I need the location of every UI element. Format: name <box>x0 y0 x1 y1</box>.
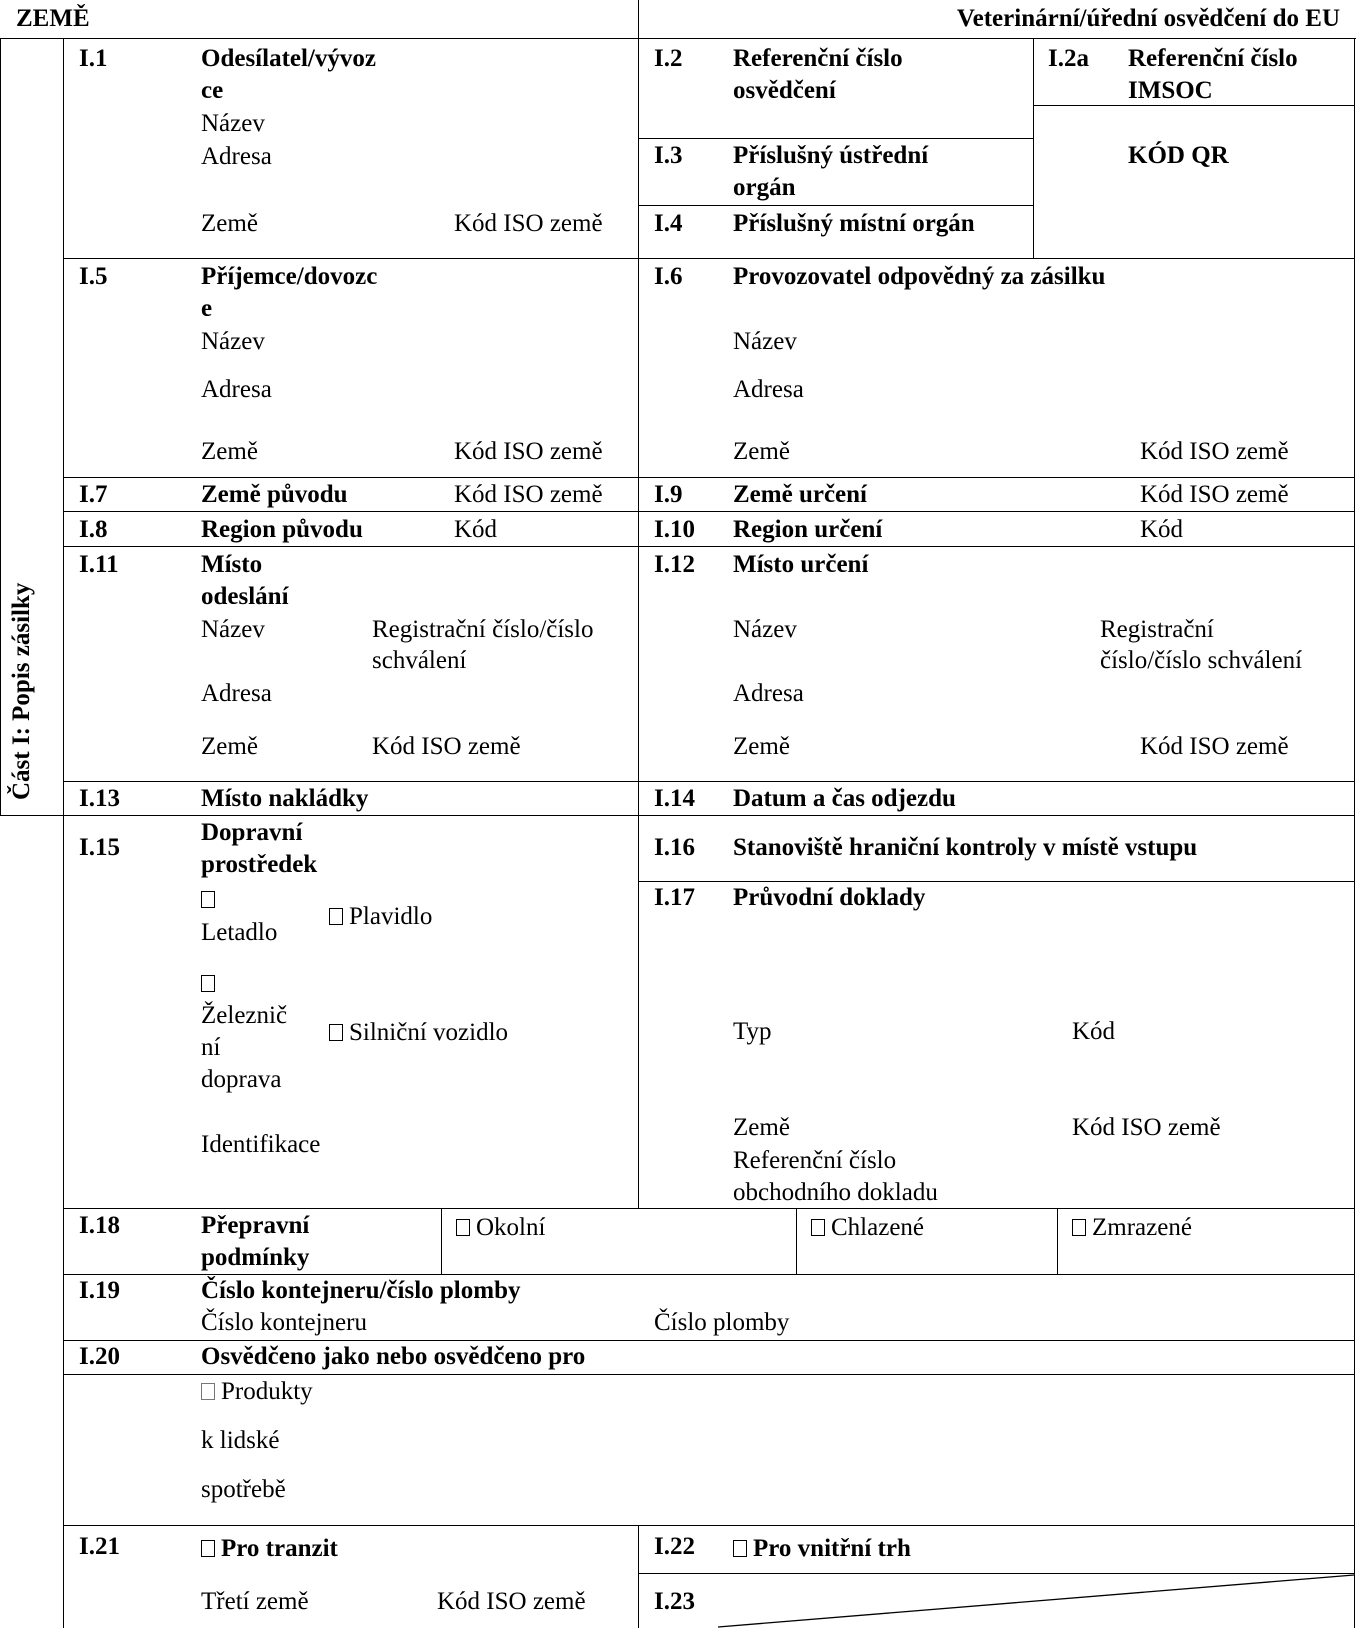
i4-number: I.4 <box>654 210 683 237</box>
i6-iso-field[interactable]: Kód ISO země <box>1140 438 1289 465</box>
seal-number-field[interactable]: Číslo plomby <box>654 1309 790 1336</box>
i8-title: Region původu <box>201 516 363 543</box>
i18-title-line1: Přepravní <box>201 1212 310 1239</box>
i5-title-line1: Příjemce/dovozc <box>201 263 378 290</box>
human-consumption-line1: Produkty <box>221 1378 313 1405</box>
ambient-option[interactable] <box>456 1212 545 1243</box>
i10-number: I.10 <box>654 516 695 543</box>
i6-address-field[interactable]: Adresa <box>733 376 804 403</box>
i7-title: Země původu <box>201 481 348 508</box>
qr-code-label: KÓD QR <box>1128 142 1229 169</box>
i13-title: Místo nakládky <box>201 785 369 812</box>
i10-title: Region určení <box>733 516 883 543</box>
i2a-number: I.2a <box>1048 45 1089 72</box>
i17-iso-field[interactable]: Kód ISO země <box>1072 1114 1221 1141</box>
i4-title: Příslušný místní orgán <box>733 210 975 237</box>
chilled-label: Chlazené <box>831 1214 925 1241</box>
i11-address-field[interactable]: Adresa <box>201 680 272 707</box>
checkbox-icon <box>201 1540 215 1557</box>
i5-iso-field[interactable]: Kód ISO země <box>454 438 603 465</box>
i16-number: I.16 <box>654 834 695 861</box>
i7-number: I.7 <box>79 481 108 508</box>
i12-name-field[interactable]: Název <box>733 616 797 643</box>
i18-title-line2: podmínky <box>201 1244 310 1271</box>
i12-registration-line2[interactable]: číslo/číslo schválení <box>1100 647 1303 674</box>
container-number-field[interactable]: Číslo kontejneru <box>201 1309 367 1336</box>
i20-number: I.20 <box>79 1343 120 1370</box>
checkbox-icon <box>201 891 215 908</box>
i12-title: Místo určení <box>733 551 869 578</box>
checkbox-icon <box>1072 1219 1086 1236</box>
i15-number: I.15 <box>79 834 120 861</box>
i12-country-field[interactable]: Země <box>733 733 790 760</box>
i1-title-line2: ce <box>201 77 224 104</box>
i19-number: I.19 <box>79 1277 120 1304</box>
checkbox-icon <box>811 1219 825 1236</box>
i11-name-field[interactable]: Název <box>201 616 265 643</box>
i5-title-line2: e <box>201 295 213 322</box>
i1-title-line1: Odesílatel/vývoz <box>201 45 376 72</box>
i14-number: I.14 <box>654 785 695 812</box>
vessel-option[interactable] <box>329 901 432 932</box>
i16-title: Stanoviště hraniční kontroly v místě vstupu <box>733 834 1198 861</box>
i17-code-field[interactable]: Kód <box>1072 1018 1116 1045</box>
i13-number: I.13 <box>79 785 120 812</box>
internal-market-option[interactable] <box>733 1533 911 1564</box>
i21-third-country-field[interactable]: Třetí země <box>201 1588 309 1615</box>
checkbox-icon <box>456 1219 470 1236</box>
i11-country-field[interactable]: Země <box>201 733 258 760</box>
i11-number: I.11 <box>79 551 119 578</box>
human-consumption-line3: spotřebě <box>201 1476 286 1503</box>
frozen-label: Zmrazené <box>1092 1214 1192 1241</box>
checkbox-icon <box>201 975 215 992</box>
rail-checkbox[interactable] <box>201 968 221 999</box>
i9-title: Země určení <box>733 481 867 508</box>
i6-title: Provozovatel odpovědný za zásilku <box>733 263 1106 290</box>
i2-title-line1: Referenční číslo <box>733 45 903 72</box>
i5-number: I.5 <box>79 263 108 290</box>
i1-number: I.1 <box>79 45 108 72</box>
aircraft-label: Letadlo <box>201 919 278 946</box>
rail-label-line3: doprava <box>201 1066 282 1093</box>
i10-code-field[interactable]: Kód <box>1140 516 1184 543</box>
chilled-option[interactable] <box>811 1212 924 1243</box>
frozen-option[interactable] <box>1072 1212 1192 1243</box>
i15-title-line2: prostředek <box>201 851 318 878</box>
i7-iso-field[interactable]: Kód ISO země <box>454 481 603 508</box>
transit-label: Pro tranzit <box>221 1535 338 1562</box>
i5-country-field[interactable]: Země <box>201 438 258 465</box>
i11-title-line2: odeslání <box>201 583 289 610</box>
i15-identification-field[interactable]: Identifikace <box>201 1131 321 1158</box>
i3-title-line1: Příslušný ústřední <box>733 142 929 169</box>
rail-label-line2: ní <box>201 1034 221 1061</box>
checkbox-icon <box>733 1540 747 1557</box>
i11-registration-line1[interactable]: Registrační číslo/číslo <box>372 616 594 643</box>
i14-title: Datum a čas odjezdu <box>733 785 956 812</box>
i5-address-field[interactable]: Adresa <box>201 376 272 403</box>
aircraft-checkbox[interactable] <box>201 884 221 915</box>
i8-number: I.8 <box>79 516 108 543</box>
certificate-title: Veterinární/úřední osvědčení do EU <box>956 5 1340 32</box>
i17-reference-line1[interactable]: Referenční číslo <box>733 1147 897 1174</box>
i12-number: I.12 <box>654 551 695 578</box>
i1-name-field[interactable]: Název <box>201 110 265 137</box>
i11-title-line1: Místo <box>201 551 263 578</box>
i6-number: I.6 <box>654 263 683 290</box>
i21-iso-field[interactable]: Kód ISO země <box>437 1588 586 1615</box>
i17-title: Průvodní doklady <box>733 884 926 911</box>
rail-label-line1: Železnič <box>201 1002 288 1029</box>
i12-iso-field[interactable]: Kód ISO země <box>1140 733 1289 760</box>
i2a-title-line2: IMSOC <box>1128 77 1213 104</box>
i2a-title-line1: Referenční číslo <box>1128 45 1298 72</box>
i12-address-field[interactable]: Adresa <box>733 680 804 707</box>
i9-number: I.9 <box>654 481 683 508</box>
header-country: ZEMĚ <box>16 5 90 32</box>
i19-title: Číslo kontejneru/číslo plomby <box>201 1277 521 1304</box>
i8-code-field[interactable]: Kód <box>454 516 498 543</box>
i12-registration-line1[interactable]: Registrační <box>1100 616 1214 643</box>
i9-iso-field[interactable]: Kód ISO země <box>1140 481 1289 508</box>
road-vehicle-option[interactable] <box>329 1017 508 1048</box>
i2-number: I.2 <box>654 45 683 72</box>
i20-title: Osvědčeno jako nebo osvědčeno pro <box>201 1343 586 1370</box>
i6-country-field[interactable]: Země <box>733 438 790 465</box>
i18-number: I.18 <box>79 1212 120 1239</box>
transit-option[interactable] <box>201 1533 338 1564</box>
i3-number: I.3 <box>654 142 683 169</box>
i1-address-field[interactable]: Adresa <box>201 143 272 170</box>
i1-iso-field[interactable]: Kód ISO země <box>454 210 603 237</box>
i17-country-field[interactable]: Země <box>733 1114 790 1141</box>
i17-type-field[interactable]: Typ <box>733 1018 772 1045</box>
i17-number: I.17 <box>654 884 695 911</box>
road-vehicle-label: Silniční vozidlo <box>349 1019 509 1046</box>
internal-market-label: Pro vnitřní trh <box>753 1535 911 1562</box>
i21-number: I.21 <box>79 1533 120 1560</box>
certificate-form: ZEMĚ Veterinární/úřední osvědčení do EU Část I: Popis zásilky I.1 Odesílatel/vývoz ce Název Adresa Země Kód ISO země I.2 Referenční číslo osvědčení I.2a Referenční číslo IMSOC KÓD QR I.3 Příslušný ústřední orgán I.4 Příslušný místní orgán I.5 Příjemce/dovozc e Název Adresa Země Kód ISO země I.6 Provozovatel odpovědný za zásilku Název Adresa Země Kód ISO země I.7 Země původu Kód ISO země I.9 Země určení Kód ISO země I.8 Region původu Kód I.10 Region určení Kód I.11 Místo odeslání Název Registrační číslo/číslo schválení Adresa Země Kód ISO země I.12 Místo určení Název Registrační číslo/číslo schválení Adresa Země Kód ISO země I.13 Místo nakládky I.14 Datum a čas odjezdu I.15 Dopravní prostředek Letadlo Plavidlo Železnič ní doprava Silniční vozidlo Identifikace I.16 Stanoviště hraniční kontroly v místě vstupu I.17 Průvodní doklady Typ Kód Země Kód ISO země Referenční číslo obchodního dokladu I.18 Přepravní podmínky Okolní Chlazené Zmrazené I.19 Číslo kontejneru/číslo plomby Číslo kontejneru Číslo plomby I.20 Osvědčeno jako nebo osvědčeno pro Produkty k lidské spotřebě I.21 Pro tranzit Třetí země Kód ISO země I.22 Pro vnitřní trh I.23 <box>0 0 1356 1628</box>
i23-number: I.23 <box>654 1588 695 1615</box>
i15-title-line1: Dopravní <box>201 819 303 846</box>
human-consumption-option[interactable] <box>201 1376 313 1407</box>
i11-iso-field[interactable]: Kód ISO země <box>372 733 521 760</box>
vessel-label: Plavidlo <box>349 903 433 930</box>
checkbox-icon <box>329 1024 343 1041</box>
human-consumption-line2: k lidské <box>201 1427 280 1454</box>
i3-title-line2: orgán <box>733 174 796 201</box>
checkbox-icon <box>201 1383 215 1400</box>
i11-registration-line2[interactable]: schválení <box>372 647 467 674</box>
i2-title-line2: osvědčení <box>733 77 836 104</box>
i5-name-field[interactable]: Název <box>201 328 265 355</box>
i17-reference-line2[interactable]: obchodního dokladu <box>733 1179 938 1206</box>
i6-name-field[interactable]: Název <box>733 328 797 355</box>
i22-number: I.22 <box>654 1533 695 1560</box>
ambient-label: Okolní <box>476 1214 546 1241</box>
checkbox-icon <box>329 908 343 925</box>
i1-country-field[interactable]: Země <box>201 210 258 237</box>
